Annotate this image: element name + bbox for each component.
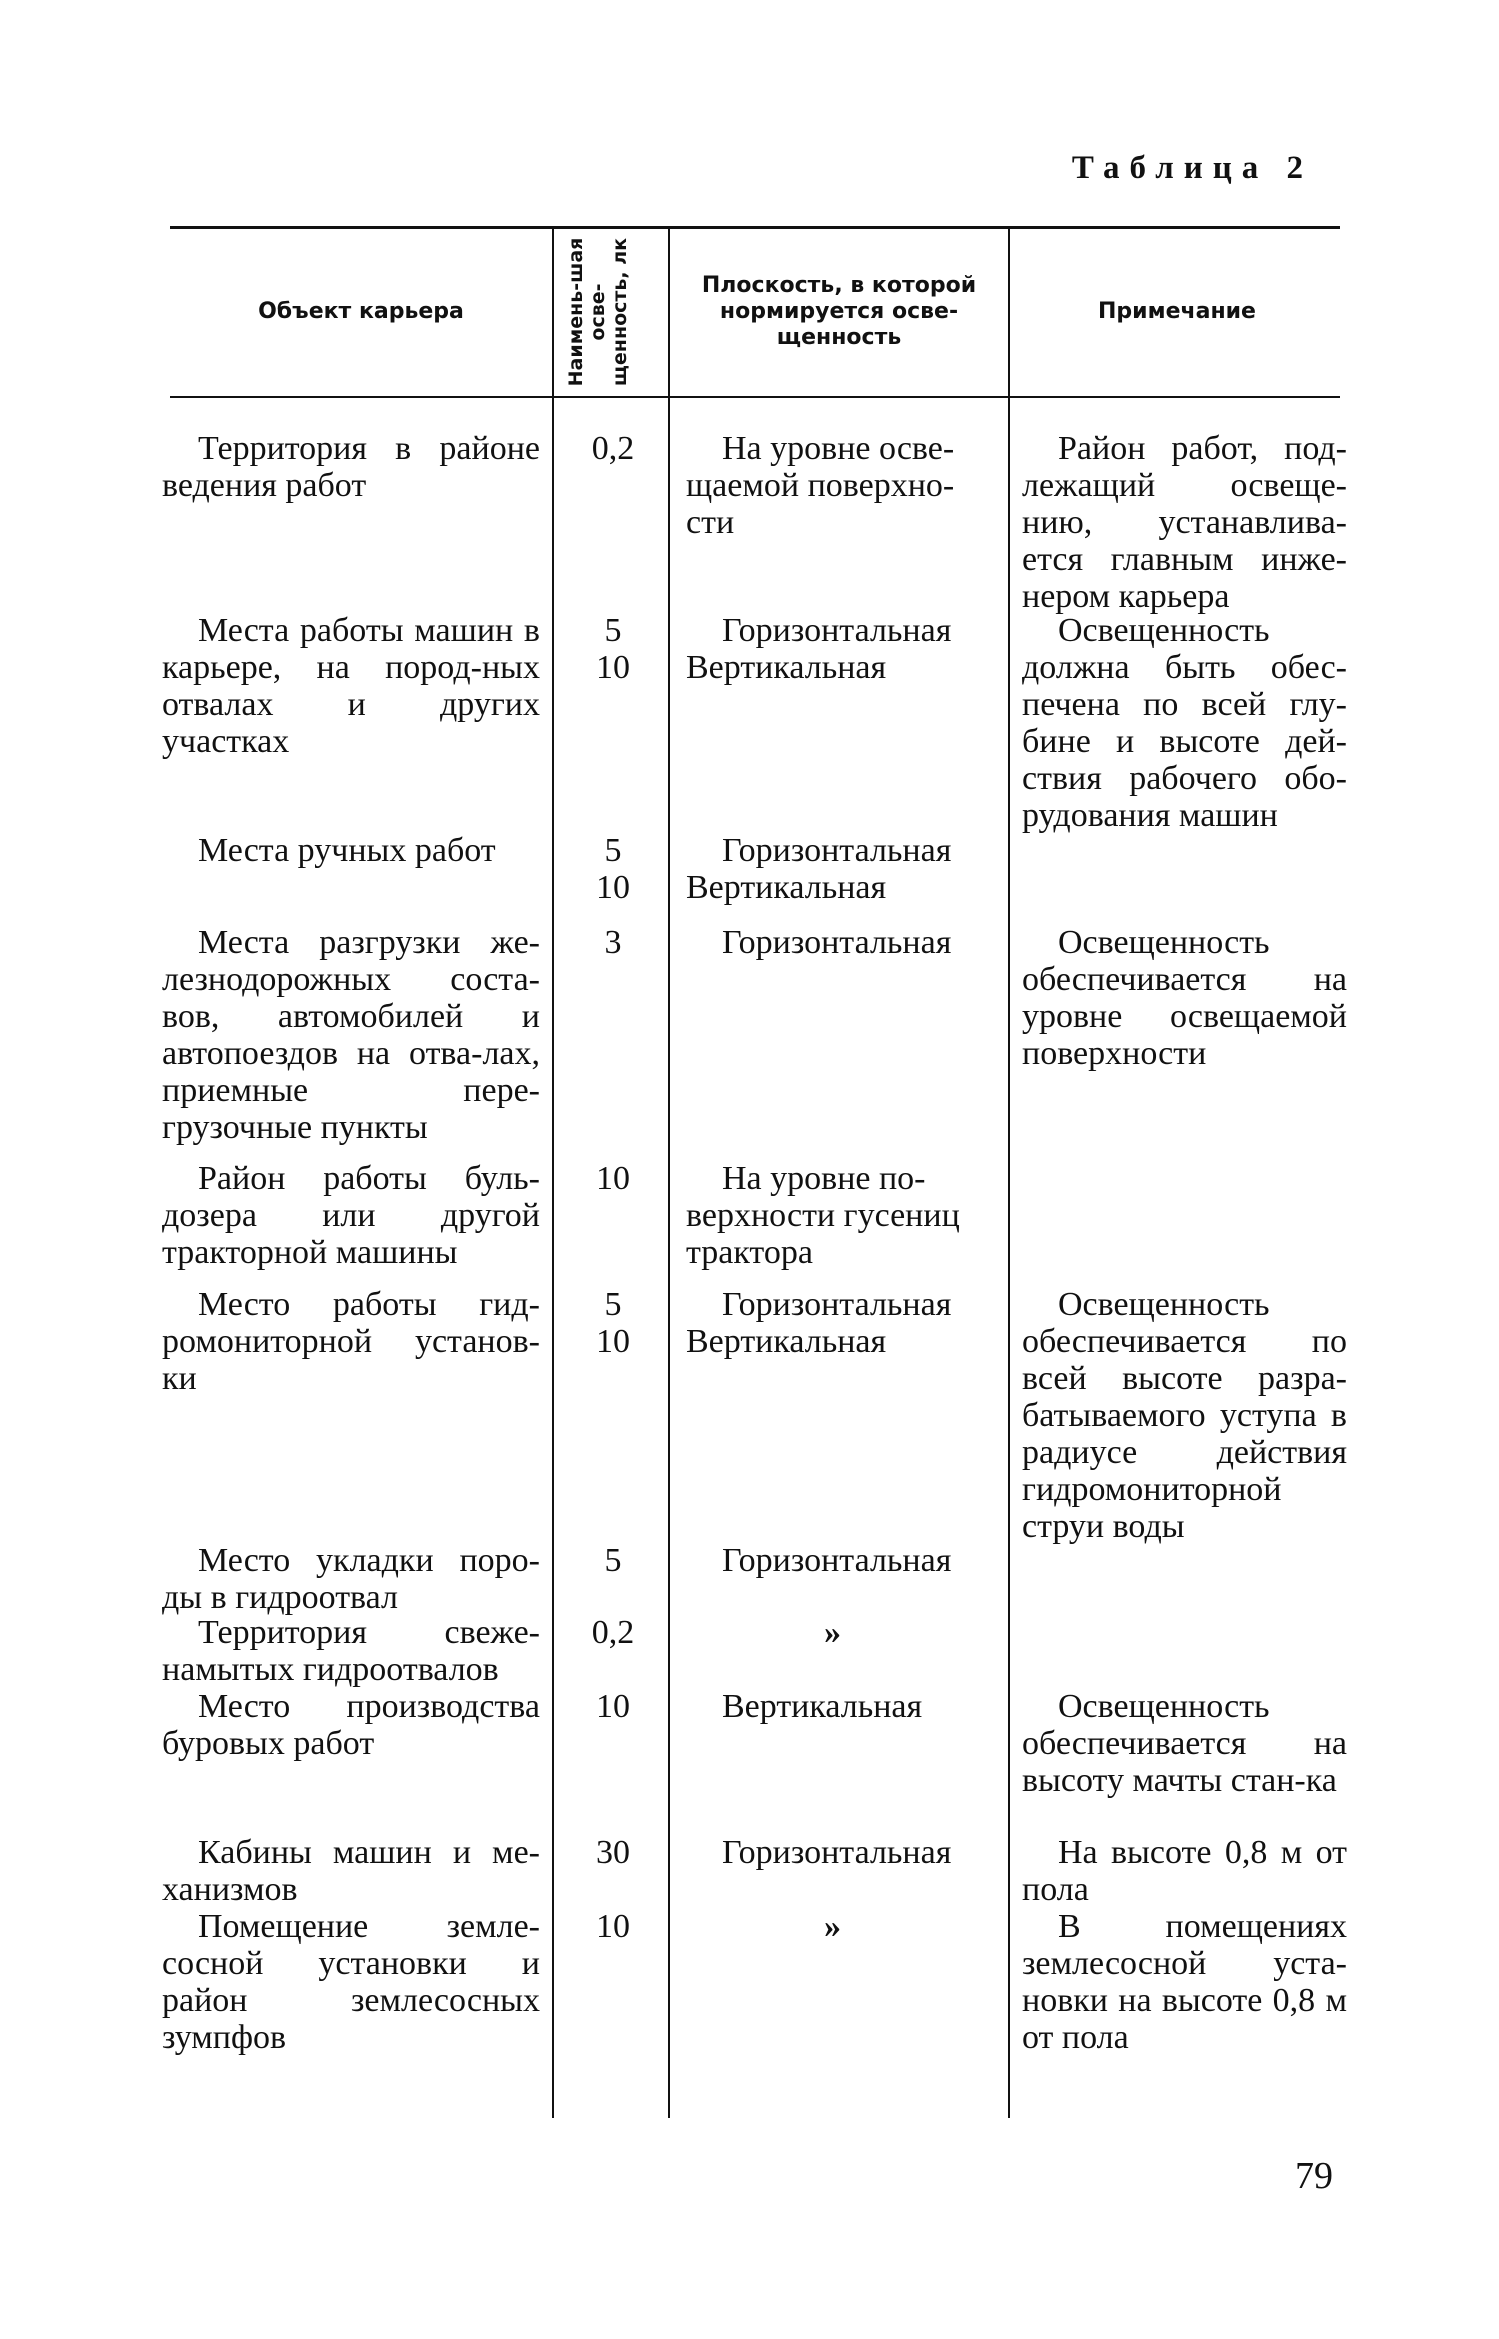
row-9-plane: Вертикальная [722, 1688, 923, 1725]
table-top-rule [170, 226, 1340, 229]
row-11-plane: » [824, 1908, 841, 1945]
column-divider [668, 228, 670, 2118]
column-divider [1008, 228, 1010, 2118]
row-3-plane: Горизонтальная Вертикальная [686, 832, 952, 906]
row-2-note: Освещенность должна быть обес-печена по всей глу-бине и высоте дей-ствия рабочего обо-рудования машин [1022, 612, 1347, 834]
header-note: Примечание [1098, 299, 1256, 324]
row-11-object: Помещение земле-сосной установки и район землесосных зумпфов [162, 1908, 540, 2056]
table-header-rule [170, 396, 1340, 398]
row-6-object: Место работы гид-ромониторной установ-ки [162, 1286, 540, 1397]
row-2-plane: Горизонтальная Вертикальная [686, 612, 952, 686]
row-2-lux: 5 10 [596, 612, 630, 686]
row-3-object: Места ручных работ [198, 832, 496, 869]
row-1-lux: 0,2 [591, 430, 635, 467]
row-7-plane: Горизонтальная [722, 1542, 952, 1579]
header-lux: Наимень-шая осве-щенность, лк [565, 237, 631, 387]
row-8-plane: » [824, 1614, 841, 1651]
row-10-plane: Горизонтальная [722, 1834, 952, 1871]
row-8-lux: 0,2 [591, 1614, 635, 1651]
row-9-object: Место производства буровых работ [162, 1688, 540, 1762]
row-10-lux: 30 [596, 1834, 630, 1871]
row-5-lux: 10 [596, 1160, 630, 1197]
row-6-lux: 5 10 [596, 1286, 630, 1360]
header-plane: Плоскость, в которой нормируется осве-щенность [701, 273, 977, 350]
row-4-note: Освещенность обеспечивается на уровне освещаемой поверхности [1022, 924, 1347, 1072]
row-7-object: Место укладки поро-ды в гидроотвал [162, 1542, 540, 1616]
row-4-object: Места разгрузки же-лезнодорожных соста-вов, автомобилей и автопоездов на отва-лах, приемные пере-грузочные пункты [162, 924, 540, 1146]
row-6-note: Освещенность обеспечивается по всей высоте разра-батываемого уступа в радиусе действия гидромониторной струи воды [1022, 1286, 1347, 1545]
row-4-plane: Горизонтальная [722, 924, 952, 961]
row-6-plane: Горизонтальная Вертикальная [686, 1286, 952, 1360]
column-divider [552, 228, 554, 2118]
row-1-object: Территория в районе ведения работ [162, 430, 540, 504]
row-4-lux: 3 [604, 924, 622, 961]
row-3-lux: 5 10 [596, 832, 630, 906]
row-5-plane: На уровне по-верхности гусениц трактора [686, 1160, 960, 1271]
row-8-object: Территория свеже-намытых гидроотвалов [162, 1614, 540, 1688]
row-11-note: В помещениях землесосной уста-новки на высоте 0,8 м от пола [1022, 1908, 1347, 2056]
row-1-plane: На уровне осве-щаемой поверхно-сти [686, 430, 955, 541]
page-number: 79 [1295, 2155, 1333, 2197]
row-5-object: Район работы буль-дозера или другой тракторной машины [162, 1160, 540, 1271]
row-9-lux: 10 [596, 1688, 630, 1725]
table-caption: Таблица 2 [1071, 150, 1313, 186]
row-2-object: Места работы машин в карьере, на пород-ных отвалах и других участках [162, 612, 540, 760]
row-9-note: Освещенность обеспечивается на высоту мачты стан-ка [1022, 1688, 1347, 1799]
header-object: Объект карьера [258, 299, 464, 324]
row-10-object: Кабины машин и ме-ханизмов [162, 1834, 540, 1908]
row-10-note: На высоте 0,8 м от пола [1022, 1834, 1347, 1908]
row-11-lux: 10 [596, 1908, 630, 1945]
row-7-lux: 5 [604, 1542, 622, 1579]
row-1-note: Район работ, под-лежащий освеще-нию, устанавлива-ется главным инже-нером карьера [1022, 430, 1347, 615]
